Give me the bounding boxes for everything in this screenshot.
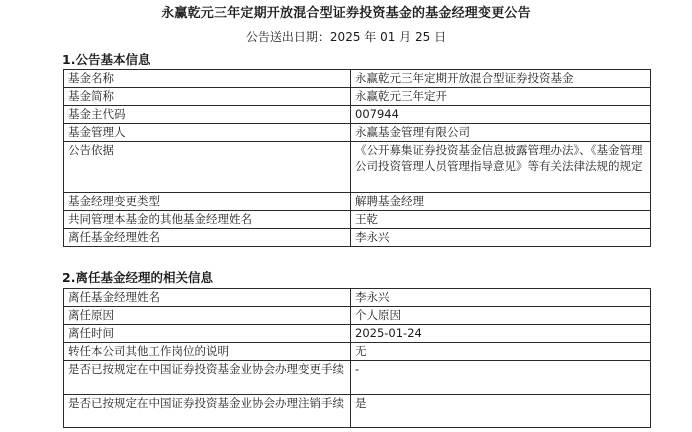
row-label: 基金名称 [64,70,351,88]
table-row [64,289,651,307]
row-label: 公告依据 [64,142,351,193]
row-value: 永赢乾元三年定期开放混合型证券投资基金 [351,70,651,88]
row-value: 无 [351,343,651,361]
row-value: 解聘基金经理 [351,193,651,211]
table-row [64,88,651,106]
row-label: 离任时间 [64,325,351,343]
section-1-title: 1.公告基本信息 [62,52,151,67]
table-row [64,193,651,211]
row-value: 永赢基金管理有限公司 [351,124,651,142]
row-label: 共同管理本基金的其他基金经理姓名 [64,211,351,229]
table-row [64,124,651,142]
row-value: 永赢乾元三年定开 [351,88,651,106]
row-value: 个人原因 [351,307,651,325]
announcement-date: 公告送出日期：2025 年 01 月 25 日 [245,30,447,44]
row-value: 李永兴 [351,229,651,247]
row-value: 王乾 [351,211,651,229]
table-row [64,395,651,428]
basic-info-table [63,69,651,247]
row-value: 《公开募集证券投资基金信息披露管理办法》、《基金管理公司投资管理人员管理指导意见》等有关法律法规的规定 [351,142,651,193]
row-label: 离任基金经理姓名 [64,289,351,307]
row-label: 基金管理人 [64,124,351,142]
row-value: 李永兴 [351,289,651,307]
row-label: 转任本公司其他工作岗位的说明 [64,343,351,361]
row-label: 离任基金经理姓名 [64,229,351,247]
row-label: 是否已按规定在中国证券投资基金业协会办理变更手续 [64,361,351,395]
table-row [64,307,651,325]
row-value: 是 [351,395,651,428]
row-value: - [351,361,651,395]
document-title: 永赢乾元三年定期开放混合型证券投资基金的基金经理变更公告 [161,6,531,21]
table-row [64,211,651,229]
row-label: 是否已按规定在中国证券投资基金业协会办理注销手续 [64,395,351,428]
row-value: 2025-01-24 [351,325,651,343]
row-label: 基金经理变更类型 [64,193,351,211]
section-2-title: 2.离任基金经理的相关信息 [62,270,213,285]
table-row [64,106,651,124]
table-row [64,229,651,247]
row-label: 基金主代码 [64,106,351,124]
row-label: 基金简称 [64,88,351,106]
departing-manager-table [63,288,651,428]
table-row [64,343,651,361]
row-label: 离任原因 [64,307,351,325]
table-row [64,142,651,193]
table-row [64,70,651,88]
table-row [64,325,651,343]
table-row [64,361,651,395]
row-value: 007944 [351,106,651,124]
